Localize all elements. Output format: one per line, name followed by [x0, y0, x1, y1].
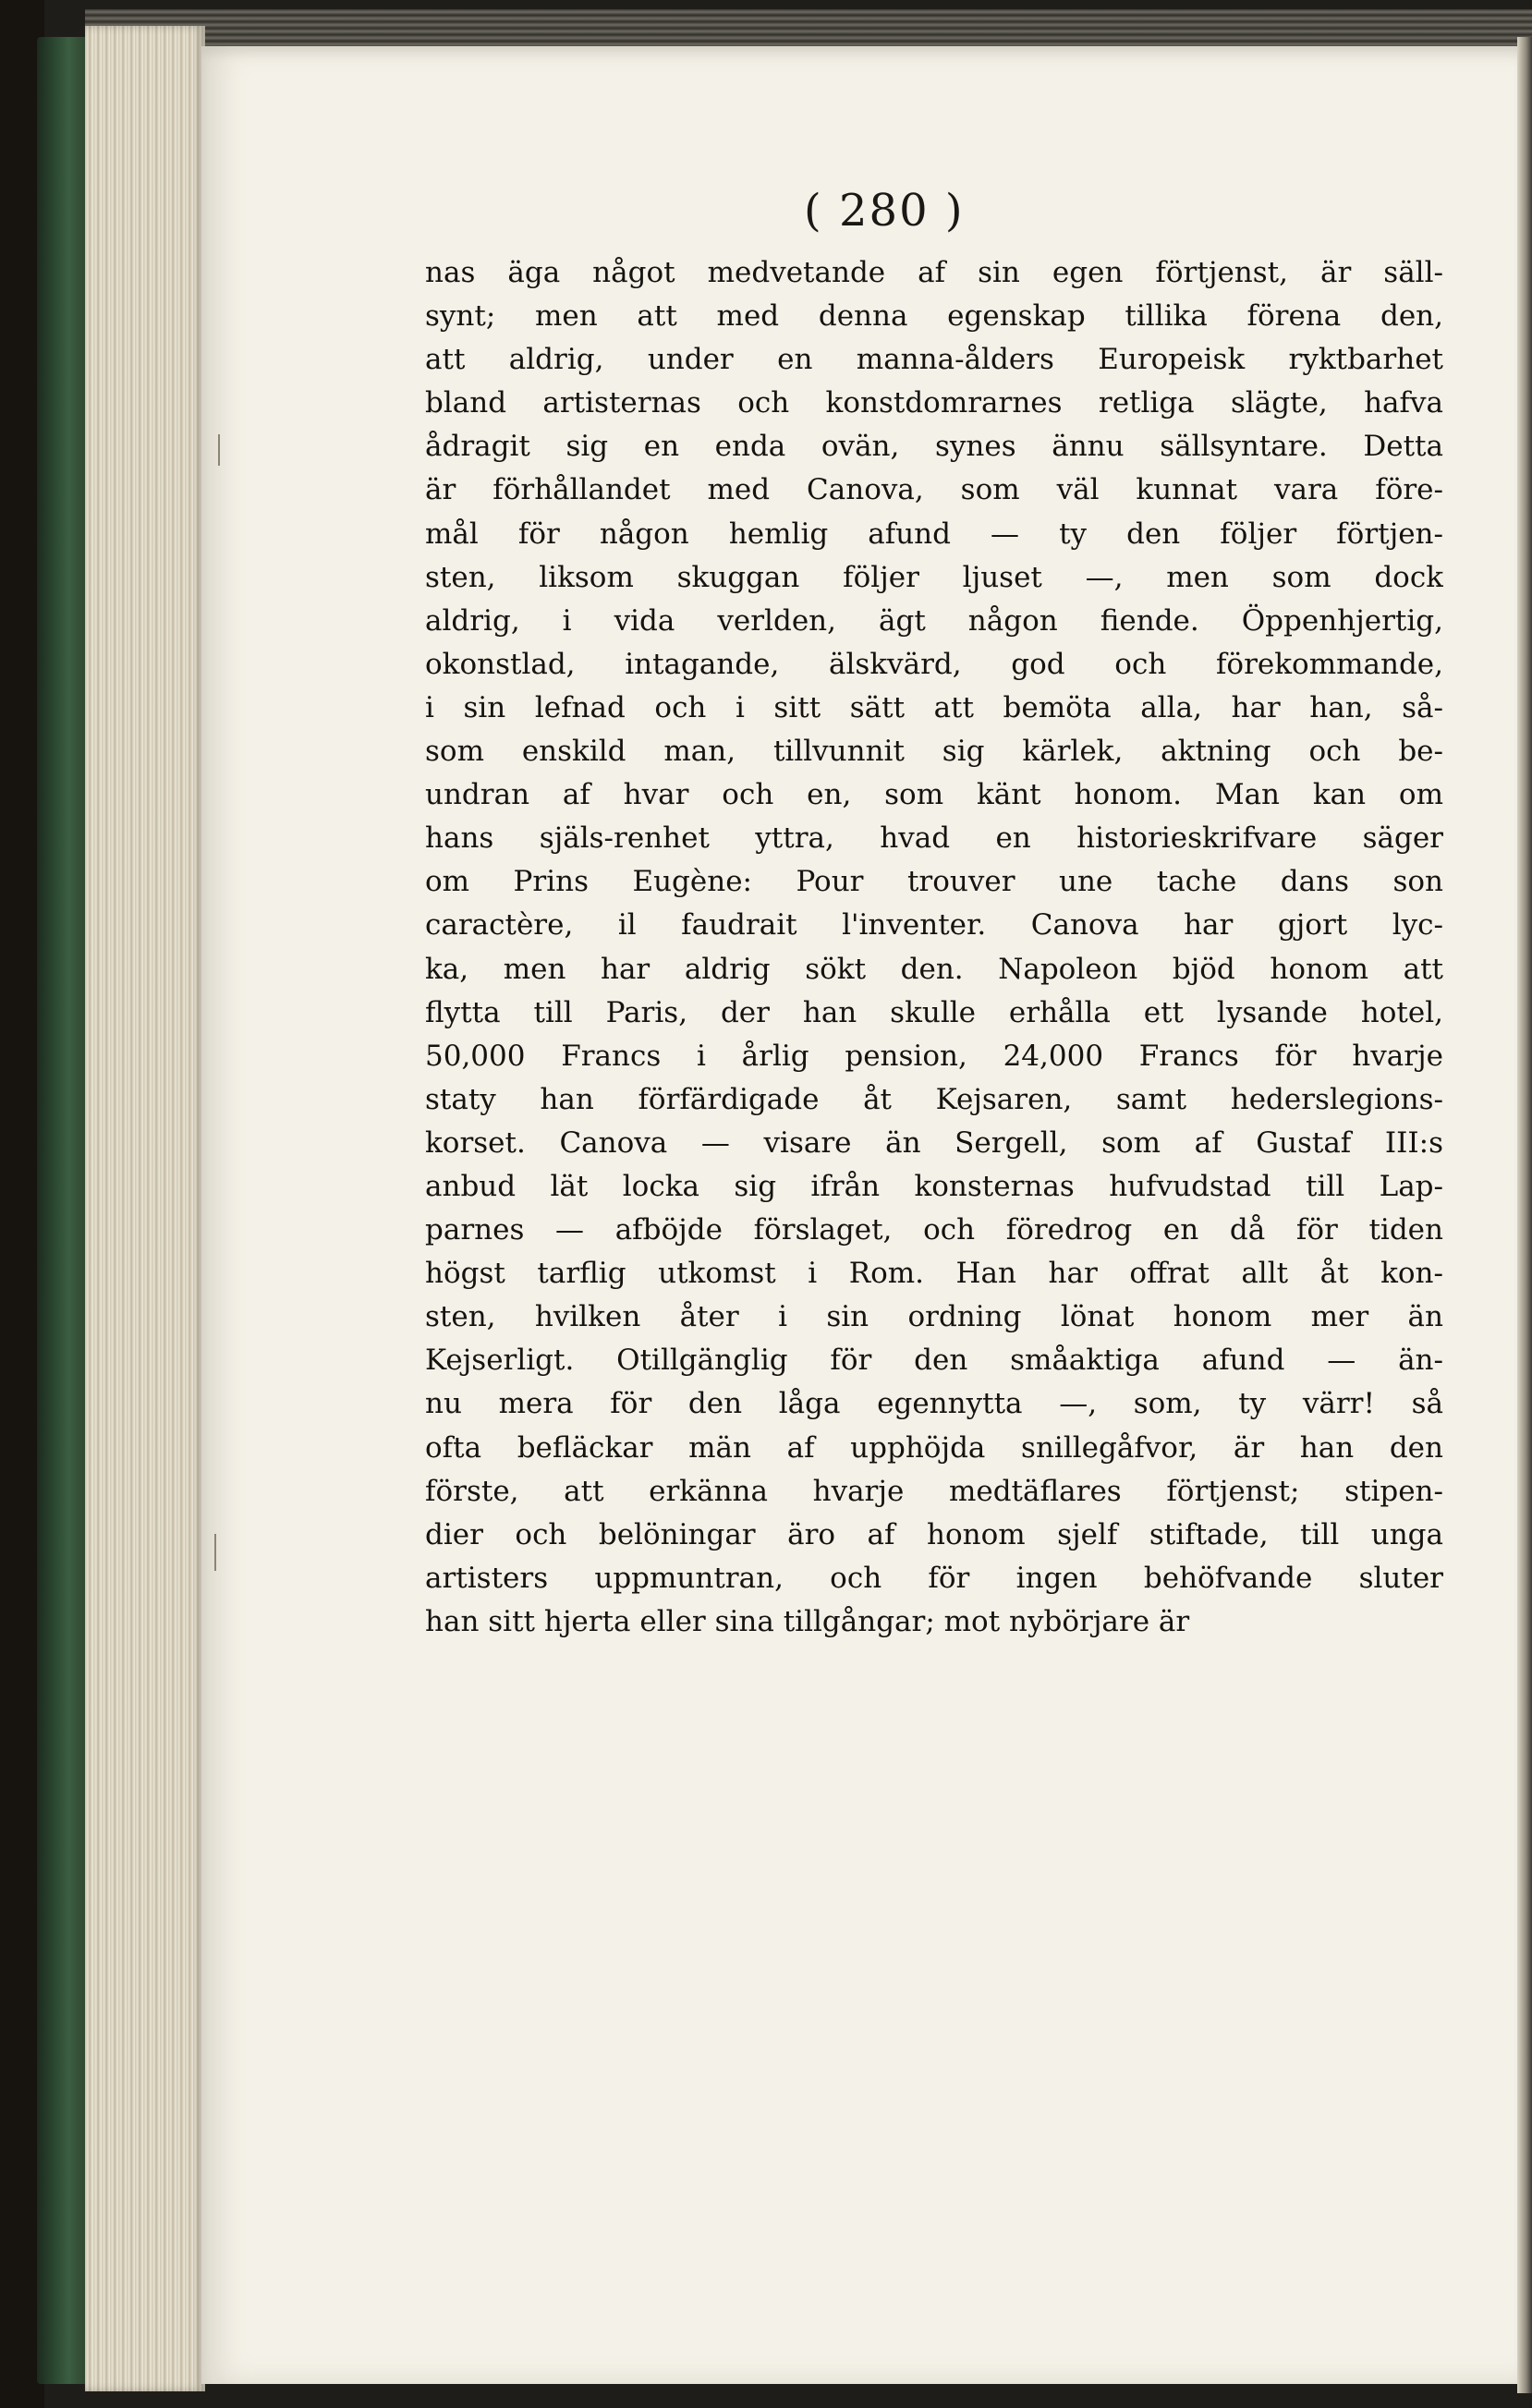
text-line: artisters uppmuntran, och för ingen behöfvande sluter — [425, 1561, 1443, 1595]
text-line: att aldrig, under en manna-ålders Europeisk ryktbarhet — [425, 343, 1443, 377]
side-page-edges — [85, 26, 205, 2391]
text-line: parnes — afböjde förslaget, och föredrog en då för tiden — [425, 1213, 1443, 1247]
margin-mark — [218, 434, 220, 466]
text-line: Kejserligt. Otillgänglig för den småaktiga afund — än- — [425, 1344, 1443, 1378]
text-line: är förhållandet med Canova, som väl kunnat vara före- — [425, 473, 1443, 507]
text-line: förste, att erkänna hvarje medtäflares förtjenst; stipen- — [425, 1474, 1443, 1508]
text-line: flytta till Paris, der han skulle erhålla ett lysande hotel, — [425, 995, 1443, 1029]
text-line: högst tarflig utkomst i Rom. Han har offrat allt åt kon- — [425, 1257, 1443, 1291]
text-line: anbud lät locka sig ifrån konsternas hufvudstad till Lap- — [425, 1169, 1443, 1203]
text-line: han sitt hjerta eller sina tillgångar; mot nybörjare är — [425, 1604, 1190, 1638]
text-line: nas äga något medvetande af sin egen förtjenst, är säll- — [425, 256, 1443, 289]
text-line: synt; men att med denna egenskap tillika förena den, — [425, 299, 1443, 334]
text-line: hans själs-renhet yttra, hvad en historieskrifvare säger — [425, 821, 1443, 856]
text-line: staty han förfärdigade åt Kejsaren, samt hederslegions- — [425, 1082, 1443, 1116]
text-line: mål för någon hemlig afund — ty den följer förtjen- — [425, 517, 1443, 551]
text-line: bland artisternas och konstdomrarnes retliga slägte, hafva — [425, 386, 1443, 420]
text-line: sten, hvilken åter i sin ordning lönat honom mer än — [425, 1300, 1443, 1334]
text-line: caractère, il faudrait l'inventer. Canova har gjort lyc- — [425, 908, 1443, 943]
body-text — [425, 251, 1443, 1644]
text-line: okonstlad, intagande, älskvärd, god och förekommande, — [425, 647, 1443, 681]
margin-mark — [214, 1534, 216, 1571]
page-number: ( 280 ) — [804, 185, 965, 237]
text-line: ådragit sig en enda ovän, synes ännu sällsyntare. Detta — [425, 430, 1443, 464]
text-line: ofta befläckar män af upphöjda snillegåfvor, är han den — [425, 1430, 1443, 1465]
text-line: som enskild man, tillvunnit sig kärlek, aktning och be- — [425, 735, 1443, 769]
text-line: nu mera för den låga egennytta —, som, ty värr! så — [425, 1387, 1443, 1421]
book-binding — [37, 37, 91, 2384]
text-line: korset. Canova — visare än Sergell, som af Gustaf III:s — [425, 1125, 1443, 1160]
text-line: 50,000 Francs i årlig pension, 24,000 Francs för hvarje — [425, 1039, 1443, 1073]
text-line: om Prins Eugène: Pour trouver une tache dans son — [425, 865, 1443, 899]
right-page-edge — [1517, 37, 1532, 2393]
text-line: ka, men har aldrig sökt den. Napoleon bjöd honom att — [425, 952, 1443, 986]
text-line: undran af hvar och en, som känt honom. Man kan om — [425, 778, 1443, 812]
text-line: dier och belöningar äro af honom sjelf stiftade, till unga — [425, 1517, 1443, 1551]
text-line: aldrig, i vida verlden, ägt någon fiende. Öppenhjertig, — [425, 603, 1443, 638]
text-line: sten, liksom skuggan följer ljuset —, men som dock — [425, 560, 1443, 594]
text-line: i sin lefnad och i sitt sätt att bemöta alla, har han, så- — [425, 690, 1443, 724]
